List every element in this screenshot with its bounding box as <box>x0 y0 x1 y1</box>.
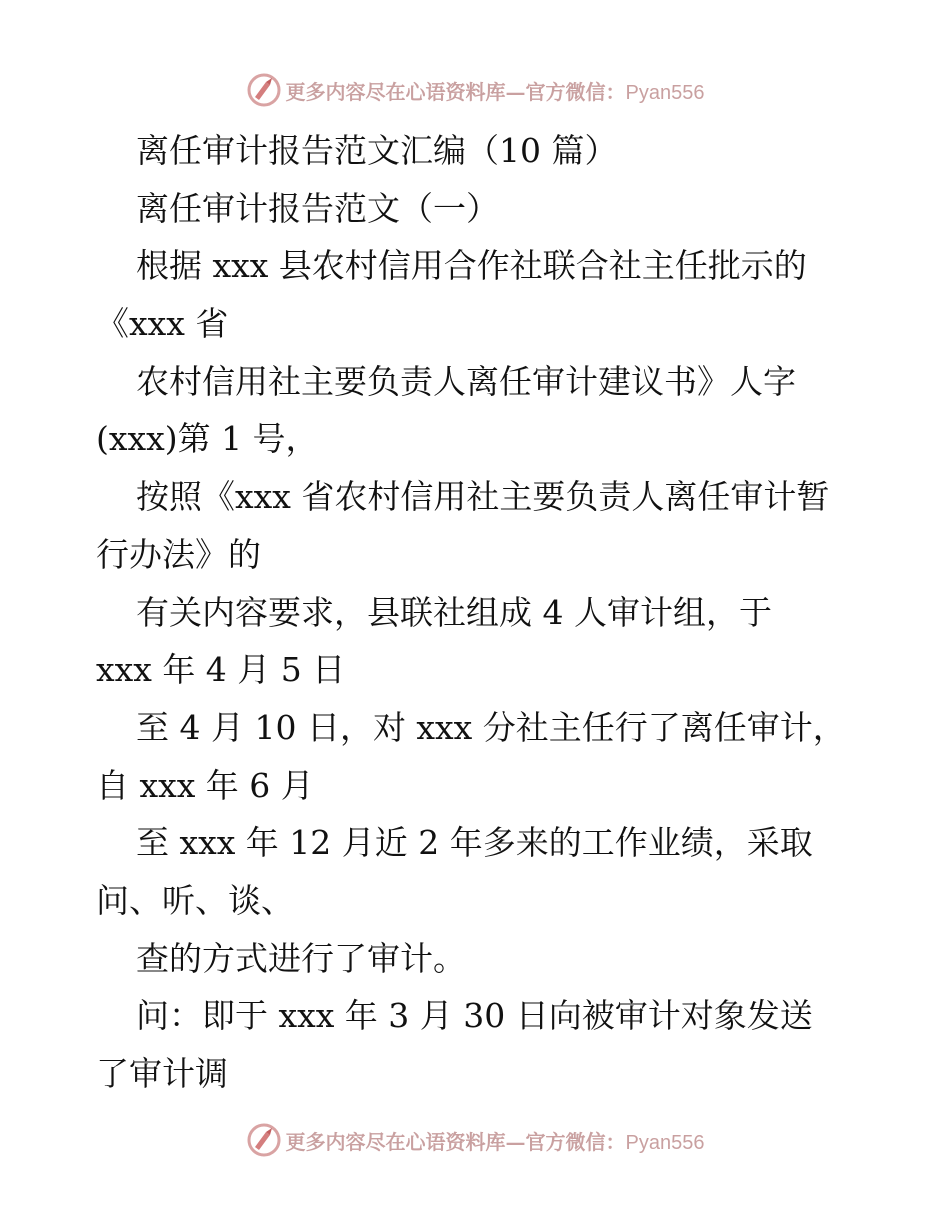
header-banner-contact: 官方微信： <box>525 79 626 104</box>
doc-line: 农村信用社主要负责人离任审计建议书》人字 <box>136 361 796 401</box>
doc-line-subtitle: 离任审计报告范文（一） <box>136 188 499 228</box>
doc-line: 了审计调 <box>96 1054 228 1093</box>
doc-line: 问：即于 xxx 年 3 月 30 日向被审计对象发送 <box>136 996 813 1036</box>
doc-line: xxx 年 4 月 5 日 <box>96 650 346 690</box>
footer-banner-sep: — <box>505 1129 526 1154</box>
doc-line: 问、听、谈、 <box>96 880 294 920</box>
doc-line: 按照《xxx 省农村信用社主要负责人离任审计暂 <box>136 477 830 517</box>
doc-line: 《xxx 省 <box>96 304 229 344</box>
doc-line: 有关内容要求，县联社组成 4 人审计组，于 <box>136 592 772 632</box>
header-banner-account: Pyan556 <box>625 81 705 104</box>
doc-line: 至 4 月 10 日，对 xxx 分社主任行了离任审计， <box>136 707 846 747</box>
footer-banner <box>0 1120 950 1160</box>
document-body <box>96 122 876 1103</box>
doc-line: 查的方式进行了审计。 <box>136 938 466 978</box>
footer-banner-account: Pyan556 <box>625 1131 705 1154</box>
footer-banner-contact: 官方微信： <box>525 1129 626 1154</box>
doc-line: 至 xxx 年 12 月近 2 年多来的工作业绩，采取 <box>136 823 813 863</box>
brand-logo-icon <box>246 1122 282 1158</box>
doc-line: (xxx)第 1 号， <box>96 419 319 459</box>
header-banner-sep: — <box>505 79 526 104</box>
doc-line: 自 xxx 年 6 月 <box>96 765 314 805</box>
doc-line: 行办法》的 <box>96 534 261 574</box>
footer-banner-text: 更多内容尽在心语资料库 <box>285 1129 506 1154</box>
doc-line: 根据 xxx 县农村信用合作社联合社主任批示的 <box>136 246 807 286</box>
brand-logo-icon <box>246 72 282 108</box>
header-banner-text: 更多内容尽在心语资料库 <box>285 79 506 104</box>
header-banner <box>0 70 950 110</box>
doc-line-title: 离任审计报告范文汇编（10 篇） <box>136 131 618 170</box>
